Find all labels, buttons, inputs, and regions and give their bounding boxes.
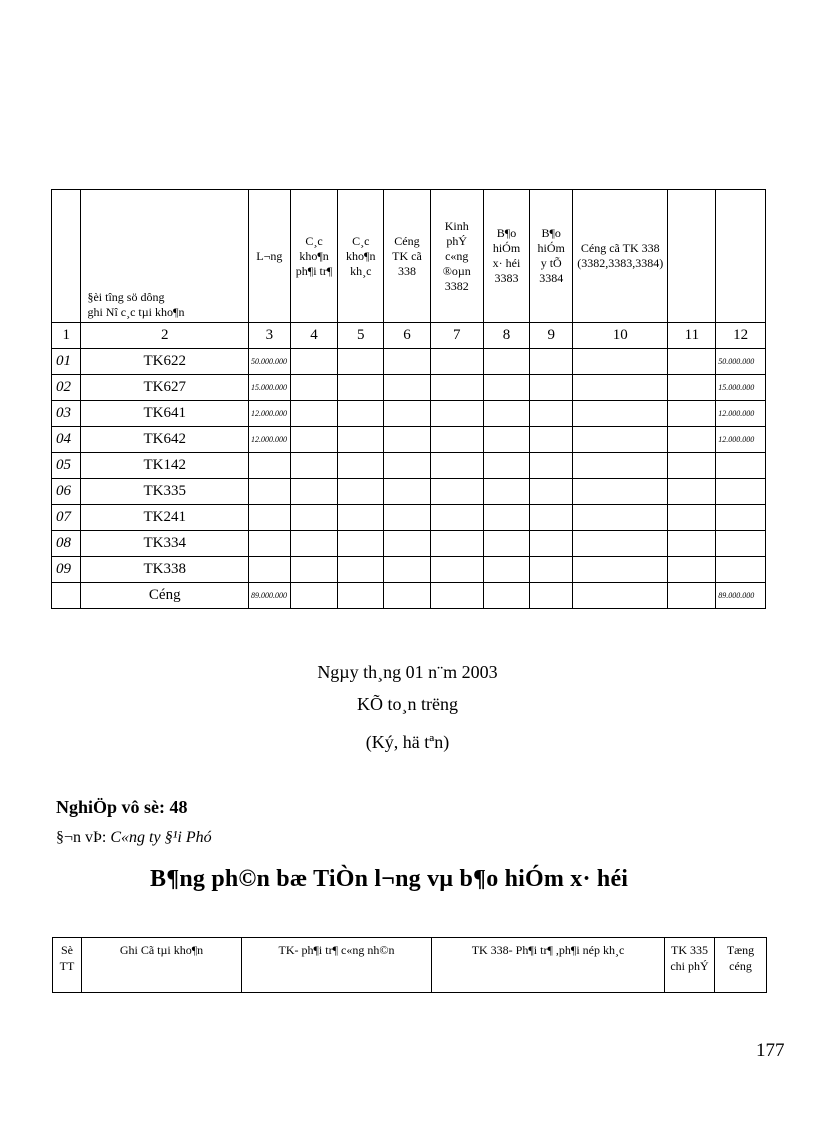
header-cell: Kinh phÝ c«ng ®oµn 3382 xyxy=(430,190,483,323)
table-row xyxy=(52,531,766,557)
empty-cell xyxy=(430,453,483,479)
salary-cell: 50.000.000 xyxy=(249,349,291,375)
empty-cell xyxy=(668,583,716,609)
row-number-cell: 01 xyxy=(52,349,81,375)
account-cell: TK627 xyxy=(81,375,249,401)
table-row xyxy=(52,349,766,375)
row-number-cell xyxy=(52,583,81,609)
header-cell: Sè TT xyxy=(53,938,82,993)
header-cell: TK- ph¶i tr¶ c«ng nh©n xyxy=(242,938,432,993)
empty-cell xyxy=(290,453,338,479)
table-row xyxy=(52,453,766,479)
header-cell: Céng TK cã 338 xyxy=(384,190,431,323)
empty-cell xyxy=(430,557,483,583)
row-number-cell: 08 xyxy=(52,531,81,557)
row-number-cell: 05 xyxy=(52,453,81,479)
empty-cell xyxy=(338,349,384,375)
empty-cell xyxy=(573,375,668,401)
salary-cell xyxy=(249,557,291,583)
header-row xyxy=(52,190,766,323)
empty-cell xyxy=(384,583,431,609)
empty-cell xyxy=(430,375,483,401)
column-number-cell: 7 xyxy=(430,323,483,349)
account-cell: TK642 xyxy=(81,427,249,453)
unit-line xyxy=(56,829,212,847)
account-cell: TK622 xyxy=(81,349,249,375)
total-cell: 12.000.000 xyxy=(716,427,766,453)
empty-cell xyxy=(668,453,716,479)
empty-cell xyxy=(430,427,483,453)
empty-cell xyxy=(668,401,716,427)
empty-cell xyxy=(530,505,573,531)
empty-cell xyxy=(384,453,431,479)
salary-allocation-table xyxy=(52,937,767,993)
empty-cell xyxy=(338,375,384,401)
empty-cell xyxy=(290,531,338,557)
empty-cell xyxy=(338,505,384,531)
row-number-cell: 07 xyxy=(52,505,81,531)
empty-cell xyxy=(384,479,431,505)
total-cell: 89.000.000 xyxy=(716,583,766,609)
account-cell: TK641 xyxy=(81,401,249,427)
salary-cell xyxy=(249,453,291,479)
header-cell: L¬ng xyxy=(249,190,291,323)
column-number-cell: 2 xyxy=(81,323,249,349)
empty-cell xyxy=(573,505,668,531)
sum-row xyxy=(52,583,766,609)
empty-cell xyxy=(483,583,530,609)
empty-cell xyxy=(384,531,431,557)
empty-cell xyxy=(290,479,338,505)
column-number-cell: 8 xyxy=(483,323,530,349)
salary-cell xyxy=(249,505,291,531)
empty-cell xyxy=(573,453,668,479)
empty-cell xyxy=(573,427,668,453)
empty-cell xyxy=(384,401,431,427)
allocation-table xyxy=(51,189,766,609)
section-title: B¶ng ph©n bæ TiÒn l¬ng vµ b¶o hiÓm x· héi xyxy=(150,866,629,892)
total-cell: 15.000.000 xyxy=(716,375,766,401)
account-cell: TK334 xyxy=(81,531,249,557)
empty-cell xyxy=(384,505,431,531)
empty-cell xyxy=(573,401,668,427)
empty-cell xyxy=(290,427,338,453)
empty-cell xyxy=(483,479,530,505)
table-row xyxy=(52,401,766,427)
column-number-cell: 12 xyxy=(716,323,766,349)
salary-cell: 89.000.000 xyxy=(249,583,291,609)
empty-cell xyxy=(338,531,384,557)
empty-cell xyxy=(530,531,573,557)
empty-cell xyxy=(338,557,384,583)
empty-cell xyxy=(430,479,483,505)
table-row xyxy=(52,479,766,505)
empty-cell xyxy=(290,349,338,375)
total-cell xyxy=(716,479,766,505)
empty-cell xyxy=(530,479,573,505)
table-row xyxy=(52,505,766,531)
signature-date: Ngµy th¸ng 01 n¨m 2003 xyxy=(317,662,498,682)
salary-cell: 12.000.000 xyxy=(249,427,291,453)
row-number-cell: 02 xyxy=(52,375,81,401)
task-number: NghiÖp vô sè: 48 xyxy=(56,797,188,817)
header-cell xyxy=(716,190,766,323)
empty-cell xyxy=(290,583,338,609)
empty-cell xyxy=(530,349,573,375)
empty-cell xyxy=(338,453,384,479)
column-number-cell: 3 xyxy=(249,323,291,349)
salary-cell xyxy=(249,479,291,505)
empty-cell xyxy=(530,557,573,583)
empty-cell xyxy=(573,531,668,557)
account-cell: TK335 xyxy=(81,479,249,505)
empty-cell xyxy=(290,375,338,401)
empty-cell xyxy=(668,505,716,531)
table-row xyxy=(52,375,766,401)
salary-cell: 12.000.000 xyxy=(249,401,291,427)
account-cell: TK241 xyxy=(81,505,249,531)
header-cell: Céng cã TK 338 (3382,3383,3384) xyxy=(573,190,668,323)
empty-cell xyxy=(573,557,668,583)
empty-cell xyxy=(530,427,573,453)
header-cell: §èi tîng sö dông ghi Nî c¸c tµi kho¶n xyxy=(81,190,249,323)
table-row xyxy=(52,557,766,583)
empty-cell xyxy=(338,479,384,505)
total-cell xyxy=(716,557,766,583)
account-cell: TK338 xyxy=(81,557,249,583)
column-number-cell: 10 xyxy=(573,323,668,349)
header-cell: Ghi Cã tµi kho¶n xyxy=(82,938,242,993)
header-cell xyxy=(668,190,716,323)
header-cell: C¸c kho¶n ph¶i tr¶ xyxy=(290,190,338,323)
empty-cell xyxy=(483,505,530,531)
empty-cell xyxy=(338,427,384,453)
unit-name: C«ng ty §¹i Phó xyxy=(110,829,212,846)
salary-cell: 15.000.000 xyxy=(249,375,291,401)
total-cell xyxy=(716,453,766,479)
empty-cell xyxy=(668,349,716,375)
column-number-cell: 4 xyxy=(290,323,338,349)
total-cell xyxy=(716,531,766,557)
signature-note: (Ký, hä tªn) xyxy=(365,732,450,752)
header-row xyxy=(53,938,767,993)
header-cell: B¶o hiÓm y tÕ 3384 xyxy=(530,190,573,323)
empty-cell xyxy=(483,349,530,375)
column-number-cell: 11 xyxy=(668,323,716,349)
unit-prefix: §¬n vÞ: xyxy=(56,829,111,846)
empty-cell xyxy=(384,557,431,583)
signature-role: KÕ to¸n trëng xyxy=(357,694,458,714)
empty-cell xyxy=(430,531,483,557)
empty-cell xyxy=(573,479,668,505)
empty-cell xyxy=(338,401,384,427)
empty-cell xyxy=(290,401,338,427)
empty-cell xyxy=(430,583,483,609)
row-number-cell: 09 xyxy=(52,557,81,583)
empty-cell xyxy=(483,375,530,401)
header-cell: C¸c kho¶n kh¸c xyxy=(338,190,384,323)
column-number-cell: 1 xyxy=(52,323,81,349)
empty-cell xyxy=(290,557,338,583)
total-cell: 50.000.000 xyxy=(716,349,766,375)
empty-cell xyxy=(530,401,573,427)
empty-cell xyxy=(430,349,483,375)
empty-cell xyxy=(338,583,384,609)
header-cell: B¶o hiÓm x· héi 3383 xyxy=(483,190,530,323)
empty-cell xyxy=(430,505,483,531)
empty-cell xyxy=(668,531,716,557)
empty-cell xyxy=(668,557,716,583)
empty-cell xyxy=(573,583,668,609)
header-cell: TK 338- Ph¶i tr¶ ,ph¶i nép kh¸c xyxy=(432,938,665,993)
account-cell: TK142 xyxy=(81,453,249,479)
empty-cell xyxy=(530,453,573,479)
empty-cell xyxy=(530,375,573,401)
empty-cell xyxy=(573,349,668,375)
page-number: 177 xyxy=(756,1040,785,1061)
empty-cell xyxy=(483,557,530,583)
header-cell: Tæng céng xyxy=(715,938,767,993)
header-cell xyxy=(52,190,81,323)
column-number-row xyxy=(52,323,766,349)
total-cell: 12.000.000 xyxy=(716,401,766,427)
row-number-cell: 04 xyxy=(52,427,81,453)
empty-cell xyxy=(668,375,716,401)
empty-cell xyxy=(384,375,431,401)
table-row xyxy=(52,427,766,453)
empty-cell xyxy=(430,401,483,427)
total-cell xyxy=(716,505,766,531)
salary-cell xyxy=(249,531,291,557)
account-cell: Céng xyxy=(81,583,249,609)
row-number-cell: 06 xyxy=(52,479,81,505)
empty-cell xyxy=(384,427,431,453)
header-cell: TK 335 chi phÝ xyxy=(665,938,715,993)
empty-cell xyxy=(483,427,530,453)
column-number-cell: 6 xyxy=(384,323,431,349)
column-number-cell: 9 xyxy=(530,323,573,349)
empty-cell xyxy=(384,349,431,375)
empty-cell xyxy=(483,531,530,557)
row-number-cell: 03 xyxy=(52,401,81,427)
column-number-cell: 5 xyxy=(338,323,384,349)
empty-cell xyxy=(668,479,716,505)
empty-cell xyxy=(483,401,530,427)
empty-cell xyxy=(290,505,338,531)
empty-cell xyxy=(483,453,530,479)
table-body xyxy=(52,349,766,609)
empty-cell xyxy=(668,427,716,453)
empty-cell xyxy=(530,583,573,609)
